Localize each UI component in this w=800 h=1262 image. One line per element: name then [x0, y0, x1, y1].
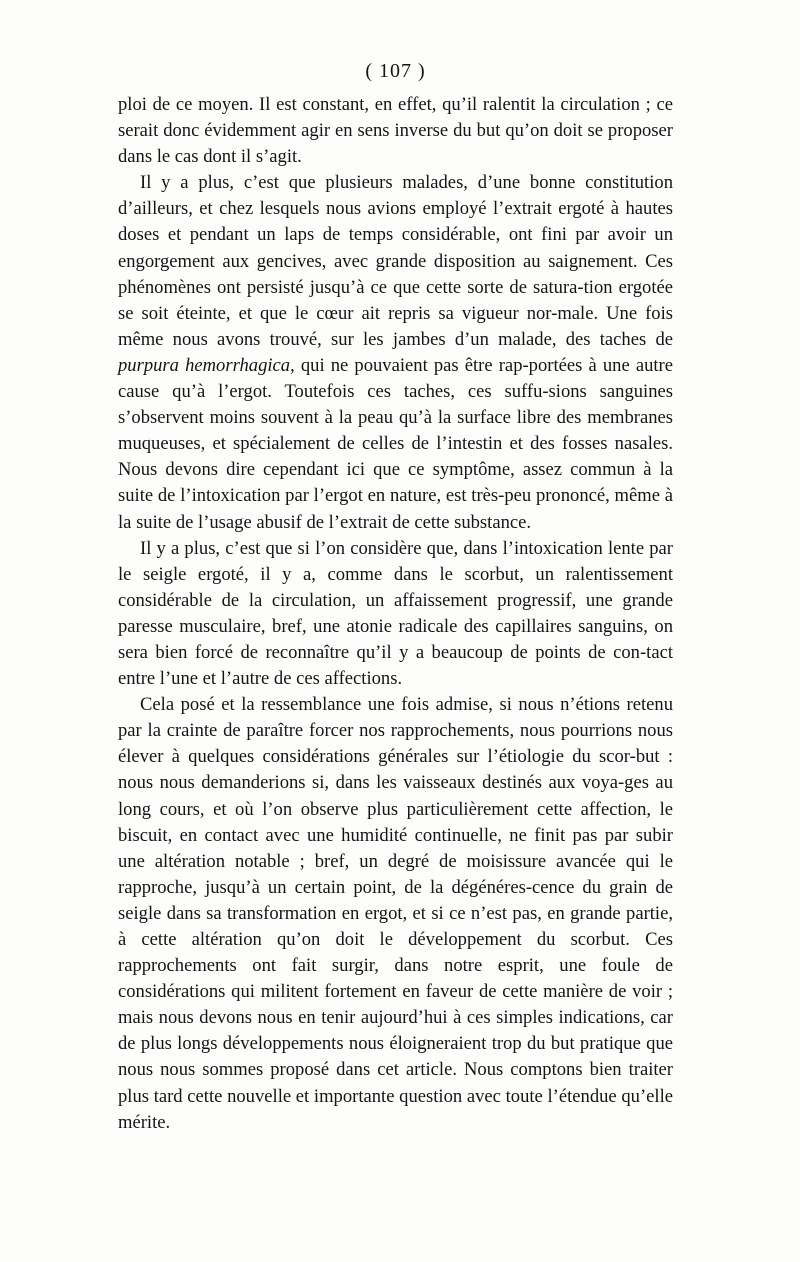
paragraph-text: , qui ne pouvaient pas être rap-portées à une autre cause qu’à l’ergot. Toutefois ces taches, ces suffu-sions sanguines s’observent moins souvent à la peau qu’à la surface libre des membranes muqueuses, et spécialement de celles de l’intestin et des fosses nasales. Nous devons dire cependant ici que ce symptôme, assez commun à la suite de l’intoxication par l’ergot en nature, est très-peu prononcé, même à la suite de l’usage abusif de l’extrait de cette substance. — [118, 354, 673, 533]
paragraph — [118, 536, 673, 693]
page-number: ( 107 ) — [365, 60, 426, 82]
paragraph — [118, 170, 673, 535]
paragraph — [118, 692, 673, 1136]
document-page — [118, 58, 673, 1136]
paragraph-text: Cela posé et la ressemblance une fois admise, si nous n’étions retenu par la crainte de paraître forcer nos rapprochements, nous pourrions nous élever à quelques considérations générales sur l’étiologie du scor-but : nous nous demanderions si, dans les vaisseaux destinés aux voya-ges au long cours, et où l’on observe plus particulièrement cette affection, le biscuit, en contact avec une humidité continuelle, ne finit pas par subir une altération notable ; bref, un degré de moisissure avancée qui le rapproche, jusqu’à un certain point, de la dégénéres-cence du grain de seigle dans sa transformation en ergot, et si ce n’est pas, en grande partie, à cette altération qu’on doit le développement du scorbut. Ces rapprochements ont fait surgir, dans notre esprit, une foule de considérations qui militent fortement en faveur de cette manière de voir ; mais nous devons nous en tenir aujourd’hui à ces simples indications, car de plus longs développements nous éloigneraient trop du but pratique que nous nous sommes proposé dans cet article. Nous comptons bien traiter plus tard cette nouvelle et importante question avec toute l’étendue qu’elle mérite. — [118, 694, 673, 1133]
body-text — [118, 92, 673, 1136]
paragraph-text: ploi de ce moyen. Il est constant, en effet, qu’il ralentit la circulation ; ce serait donc évidemment agir en sens inverse du but qu’on doit se proposer dans le cas dont il s’agit. — [118, 94, 673, 168]
paragraph-text: Il y a plus, c’est que plusieurs malades, d’une bonne constitution d’ailleurs, et chez lesquels nous avions employé l’extrait ergoté à hautes doses et pendant un laps de temps considérable, ont fini par avoir un engorgement aux gencives, avec grande disposition au saignement. Ces phénomènes ont persisté jusqu’à ce que cette sorte de satura-tion ergotée se soit éteinte, et que le cœur ait repris sa vigueur nor-male. Une fois même nous avons trouvé, sur les jambes d’un malade, des taches de — [118, 172, 673, 350]
paragraph-text: Il y a plus, c’est que si l’on considère que, dans l’intoxication lente par le seigle ergoté, il y a, comme dans le scorbut, un ralentissement considérable de la circulation, un affaissement progressif, une grande paresse musculaire, bref, une atonie radicale des capillaires sanguins, on sera bien forcé de reconnaître qu’il y a beaucoup de points de con-tact entre l’une et l’autre de ces affections. — [118, 537, 673, 690]
italic-term: purpura hemorrhagica — [118, 354, 291, 376]
paragraph — [118, 92, 673, 170]
